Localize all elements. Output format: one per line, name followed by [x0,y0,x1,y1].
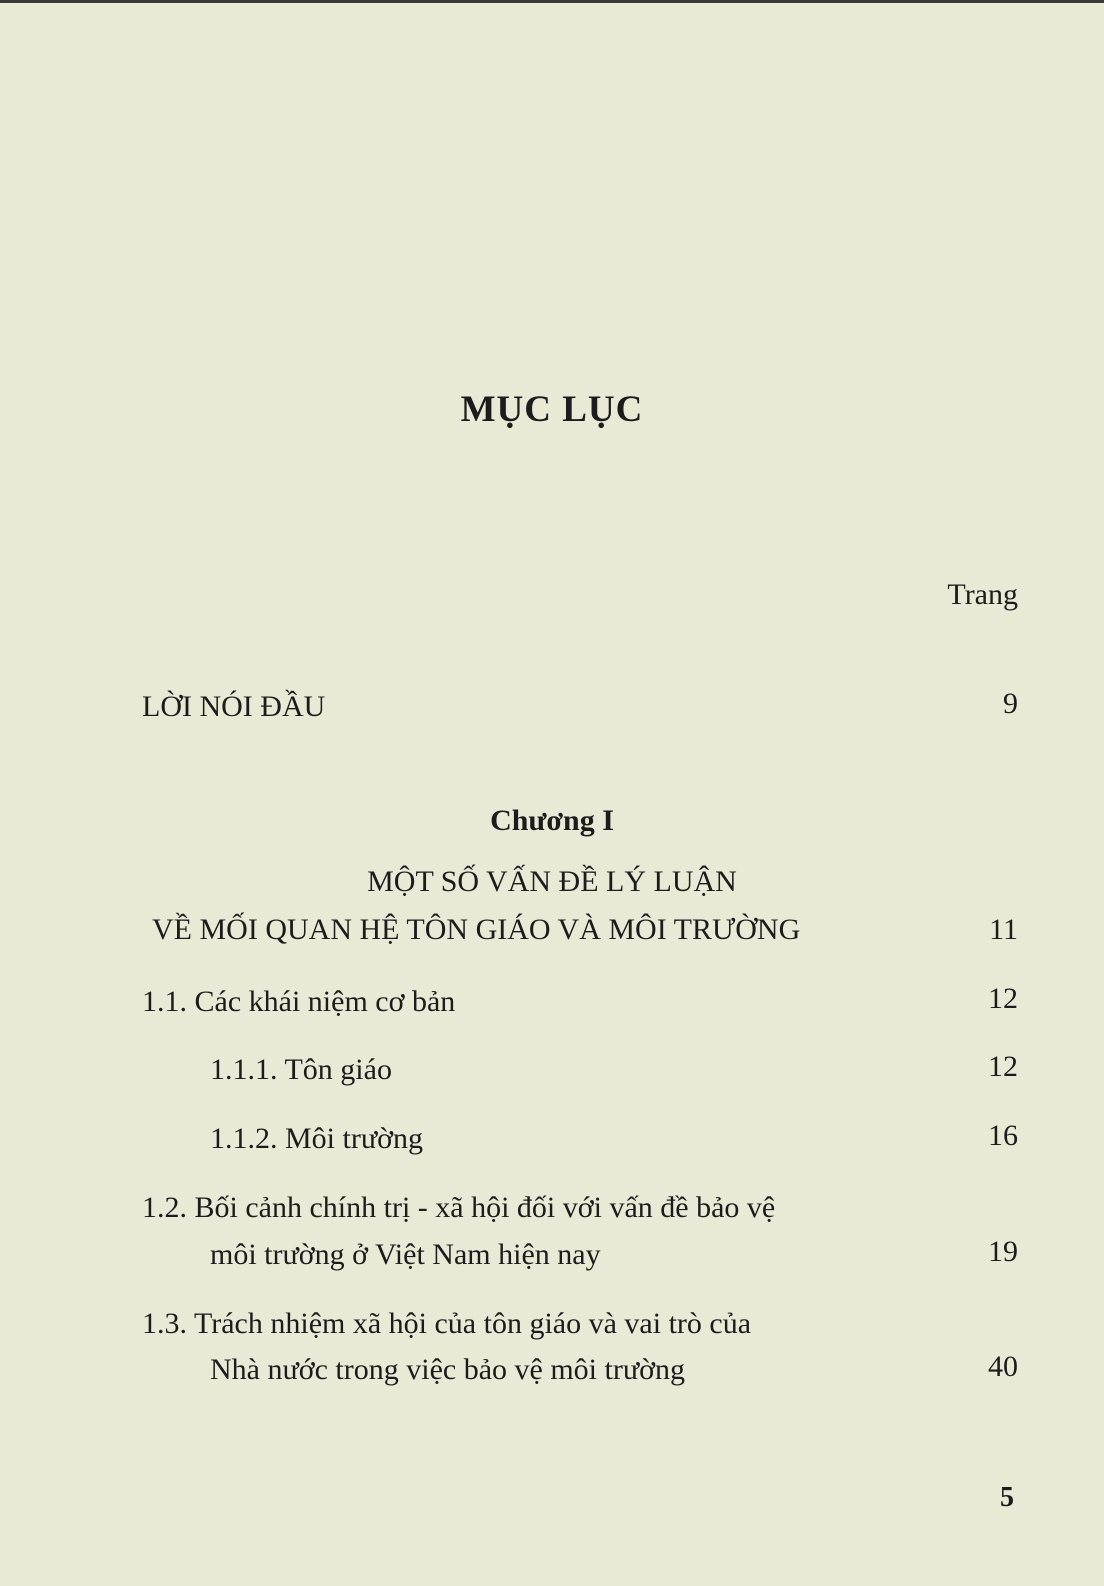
chapter-page: 11 [989,913,1018,946]
toc-entry-title-continued: Nhà nước trong việc bảo vệ môi trường [210,1353,685,1386]
toc-entry [142,1184,902,1232]
toc-entry-title: Tôn giáo [284,1053,392,1086]
toc-entry-preface-title: LỜI NÓI ĐẦU [142,690,326,723]
toc-entry-title: Môi trường [285,1122,423,1155]
page-column-header: Trang [947,578,1018,611]
toc-entry-page: 19 [988,1235,1018,1268]
toc-entry-number: 1.1. [142,985,187,1018]
toc-entry [210,1046,392,1094]
toc-entry-title-continued: môi trường ở Việt Nam hiện nay [210,1238,601,1271]
toc-entry [210,1115,423,1163]
toc-entry [142,1300,902,1348]
toc-entry-title: Bối cảnh chính trị - xã hội đối với vấn đề bảo vệ [194,1191,776,1224]
toc-entry-page: 12 [988,1050,1018,1083]
toc-entry-page: 16 [988,1119,1018,1152]
top-border-line [0,0,1104,3]
toc-entry-page: 12 [988,982,1018,1015]
toc-entry-number: 1.2. [142,1191,187,1224]
chapter-title-line2: VỀ MỐI QUAN HỆ TÔN GIÁO VÀ MÔI TRƯỜNG [152,913,801,946]
toc-entry-number: 1.3. [142,1307,187,1340]
toc-entry-page: 40 [988,1350,1018,1383]
toc-entry-title: Các khái niệm cơ bản [194,985,456,1018]
toc-entry-number: 1.1.2. [210,1122,278,1155]
page-number: 5 [1000,1482,1014,1513]
page-title: MỤC LỤC [460,389,644,430]
chapter-title-line1: MỘT SỐ VẤN ĐỀ LÝ LUẬN [367,865,737,898]
toc-entry-number: 1.1.1. [210,1053,278,1086]
toc-entry [142,978,455,1026]
toc-entry-title: Trách nhiệm xã hội của tôn giáo và vai trò của [193,1307,752,1340]
chapter-label: Chương I [490,804,614,837]
toc-entry-preface-page: 9 [1003,687,1018,720]
